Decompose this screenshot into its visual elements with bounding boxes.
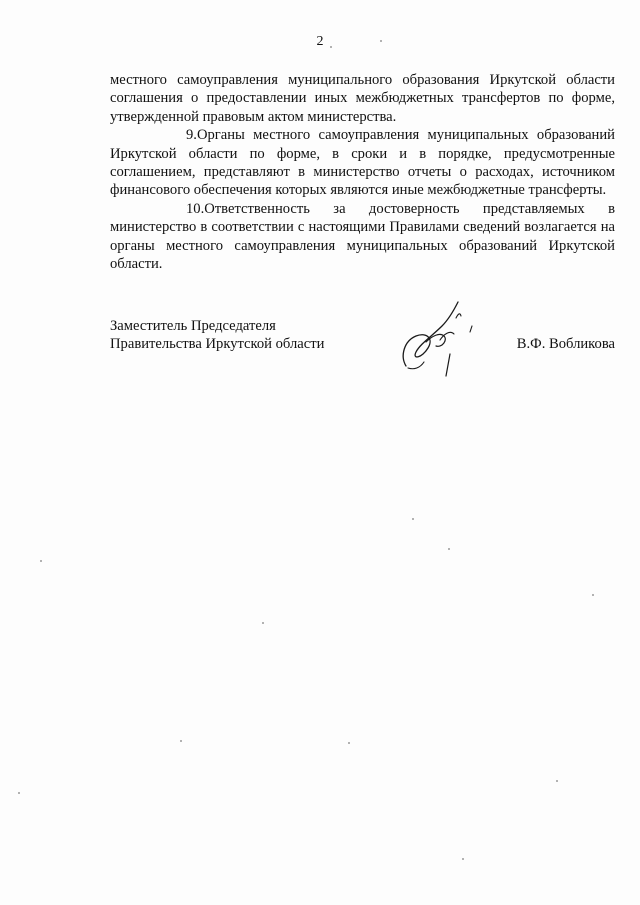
page-number: 2 (316, 34, 324, 49)
signature-block (110, 317, 615, 377)
scan-speck (592, 594, 594, 596)
signatory-position-line-2: Правительства Иркутской области (110, 336, 325, 353)
handwritten-signature-icon (398, 296, 478, 382)
scan-speck (380, 40, 382, 42)
scan-speck (348, 742, 350, 744)
item-10-text: Ответственность за достоверность представляемых в министерство в соответствии с настоящими Правилами сведений возлагается на органы местного самоуправления муниципальных образований Иркутской области. (110, 200, 615, 273)
signatory-name: В.Ф. Вобликова (516, 336, 615, 352)
signatory-position (110, 317, 324, 354)
paragraph-item-9 (110, 126, 615, 200)
scan-speck (556, 780, 558, 782)
scan-speck (412, 518, 414, 520)
item-9-number: 9. (186, 127, 197, 144)
item-10-number: 10. (186, 200, 205, 217)
item-9-text: Органы местного самоуправления муниципальных образований Иркутской области по форме, в сроки и в порядке, предусмотренные соглашением, представляют в министерство отчеты о расходах, источником финансового обеспечения которых являются иные межбюджетные трансферты. (110, 127, 615, 199)
scan-speck (448, 548, 450, 550)
scan-speck (330, 46, 332, 48)
scan-speck (180, 740, 182, 742)
scan-speck (40, 560, 42, 562)
scan-speck (262, 622, 264, 624)
signatory-position-line-1: Заместитель Председателя (110, 318, 276, 334)
paragraph-continuation: местного самоуправления муниципального образования Иркутской области соглашения о предоставлении иных межбюджетных трансфертов по форме, утвержденной правовым актом министерства. (110, 72, 615, 125)
document-body (110, 71, 615, 273)
paragraph-item-10 (110, 200, 615, 274)
scan-speck (18, 792, 20, 794)
scan-speck (462, 858, 464, 860)
